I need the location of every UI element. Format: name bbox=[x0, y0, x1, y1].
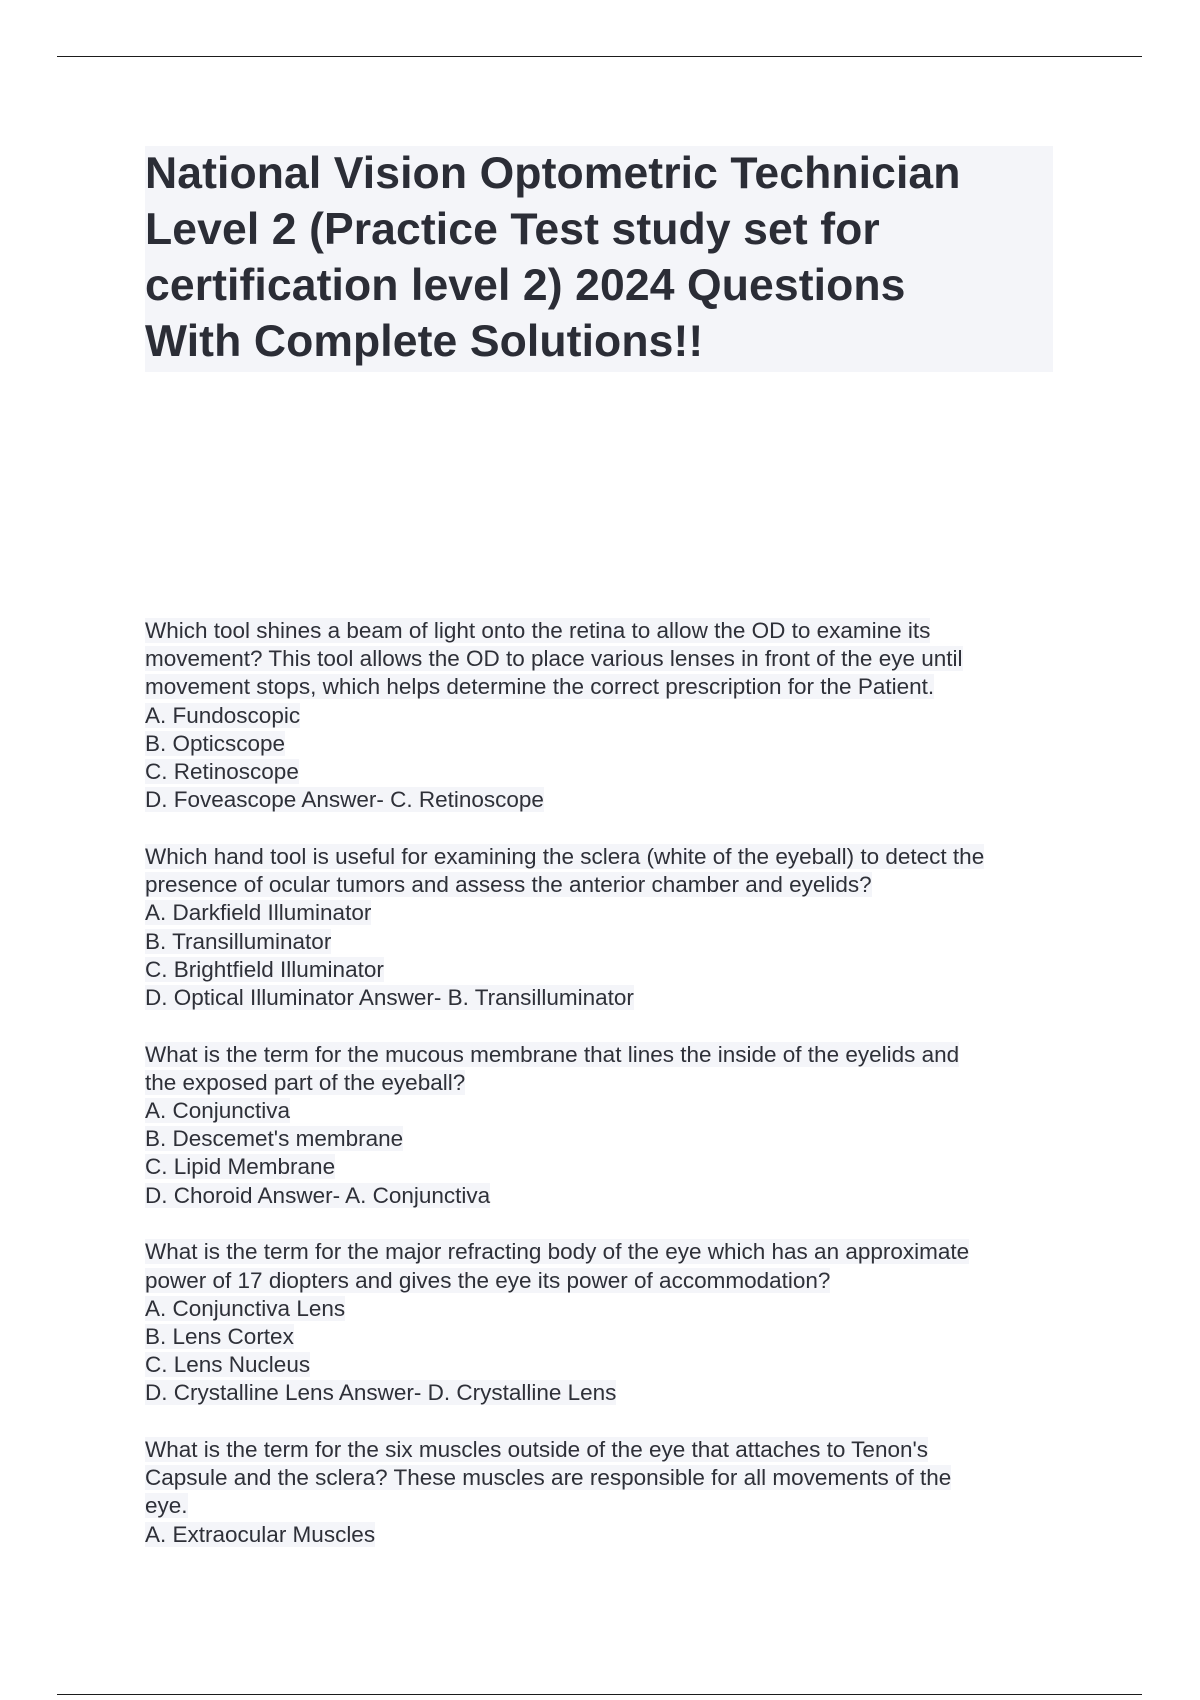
option-line: B. Opticscope bbox=[145, 730, 286, 756]
title-line: National Vision Optometric Technician bbox=[145, 149, 961, 198]
document-title bbox=[145, 146, 1053, 370]
option-line: B. Transilluminator bbox=[145, 928, 332, 954]
question-5 bbox=[145, 1436, 1065, 1549]
title-line: certification level 2) 2024 Questions bbox=[145, 261, 906, 310]
option-answer-line: D. Optical Illuminator Answer- B. Transilluminator bbox=[145, 984, 634, 1010]
option-line: A. Extraocular Muscles bbox=[145, 1521, 376, 1547]
question-1 bbox=[145, 617, 1065, 814]
document-title-block bbox=[145, 146, 1053, 372]
question-text-line: What is the term for the six muscles outside of the eye that attaches to Tenon's bbox=[145, 1437, 929, 1463]
question-text-line: the exposed part of the eyeball? bbox=[145, 1069, 466, 1095]
option-line: A. Conjunctiva bbox=[145, 1098, 291, 1124]
option-line: A. Fundoscopic bbox=[145, 702, 301, 728]
question-text-line: power of 17 diopters and gives the eye its power of accommodation? bbox=[145, 1267, 831, 1293]
option-line: C. Retinoscope bbox=[145, 759, 299, 785]
option-line: A. Darkfield Illuminator bbox=[145, 900, 372, 926]
option-line: C. Lipid Membrane bbox=[145, 1154, 336, 1180]
option-answer-line: D. Choroid Answer- A. Conjunctiva bbox=[145, 1182, 491, 1208]
question-text-line: Which hand tool is useful for examining the sclera (white of the eyeball) to detect the bbox=[145, 843, 985, 869]
title-line: Level 2 (Practice Test study set for bbox=[145, 205, 880, 254]
question-2 bbox=[145, 843, 1065, 1012]
question-text-line: movement stops, which helps determine the correct prescription for the Patient. bbox=[145, 674, 935, 700]
option-line: A. Conjunctiva Lens bbox=[145, 1295, 346, 1321]
option-line: C. Lens Nucleus bbox=[145, 1352, 311, 1378]
question-text-line: eye. bbox=[145, 1493, 188, 1519]
option-answer-line: D. Foveascope Answer- C. Retinoscope bbox=[145, 787, 544, 813]
question-text-line: Which tool shines a beam of light onto the retina to allow the OD to examine its bbox=[145, 618, 931, 643]
question-3 bbox=[145, 1041, 1065, 1210]
question-text-line: What is the term for the mucous membrane that lines the inside of the eyelids and bbox=[145, 1041, 960, 1067]
question-text-line: Capsule and the sclera? These muscles are responsible for all movements of the bbox=[145, 1465, 952, 1491]
question-text-line: presence of ocular tumors and assess the anterior chamber and eyelids? bbox=[145, 872, 872, 898]
question-text-line: What is the term for the major refracting body of the eye which has an approximate bbox=[145, 1239, 970, 1265]
question-4 bbox=[145, 1238, 1065, 1407]
option-line: B. Lens Cortex bbox=[145, 1323, 294, 1349]
top-rule bbox=[57, 56, 1142, 57]
question-list bbox=[145, 617, 1065, 1577]
title-line: With Complete Solutions!! bbox=[145, 317, 704, 366]
bottom-rule bbox=[57, 1694, 1142, 1695]
option-line: C. Brightfield Illuminator bbox=[145, 956, 384, 982]
question-text-line: movement? This tool allows the OD to place various lenses in front of the eye until bbox=[145, 646, 963, 672]
option-line: B. Descemet's membrane bbox=[145, 1126, 404, 1152]
option-answer-line: D. Crystalline Lens Answer- D. Crystalline Lens bbox=[145, 1380, 617, 1406]
